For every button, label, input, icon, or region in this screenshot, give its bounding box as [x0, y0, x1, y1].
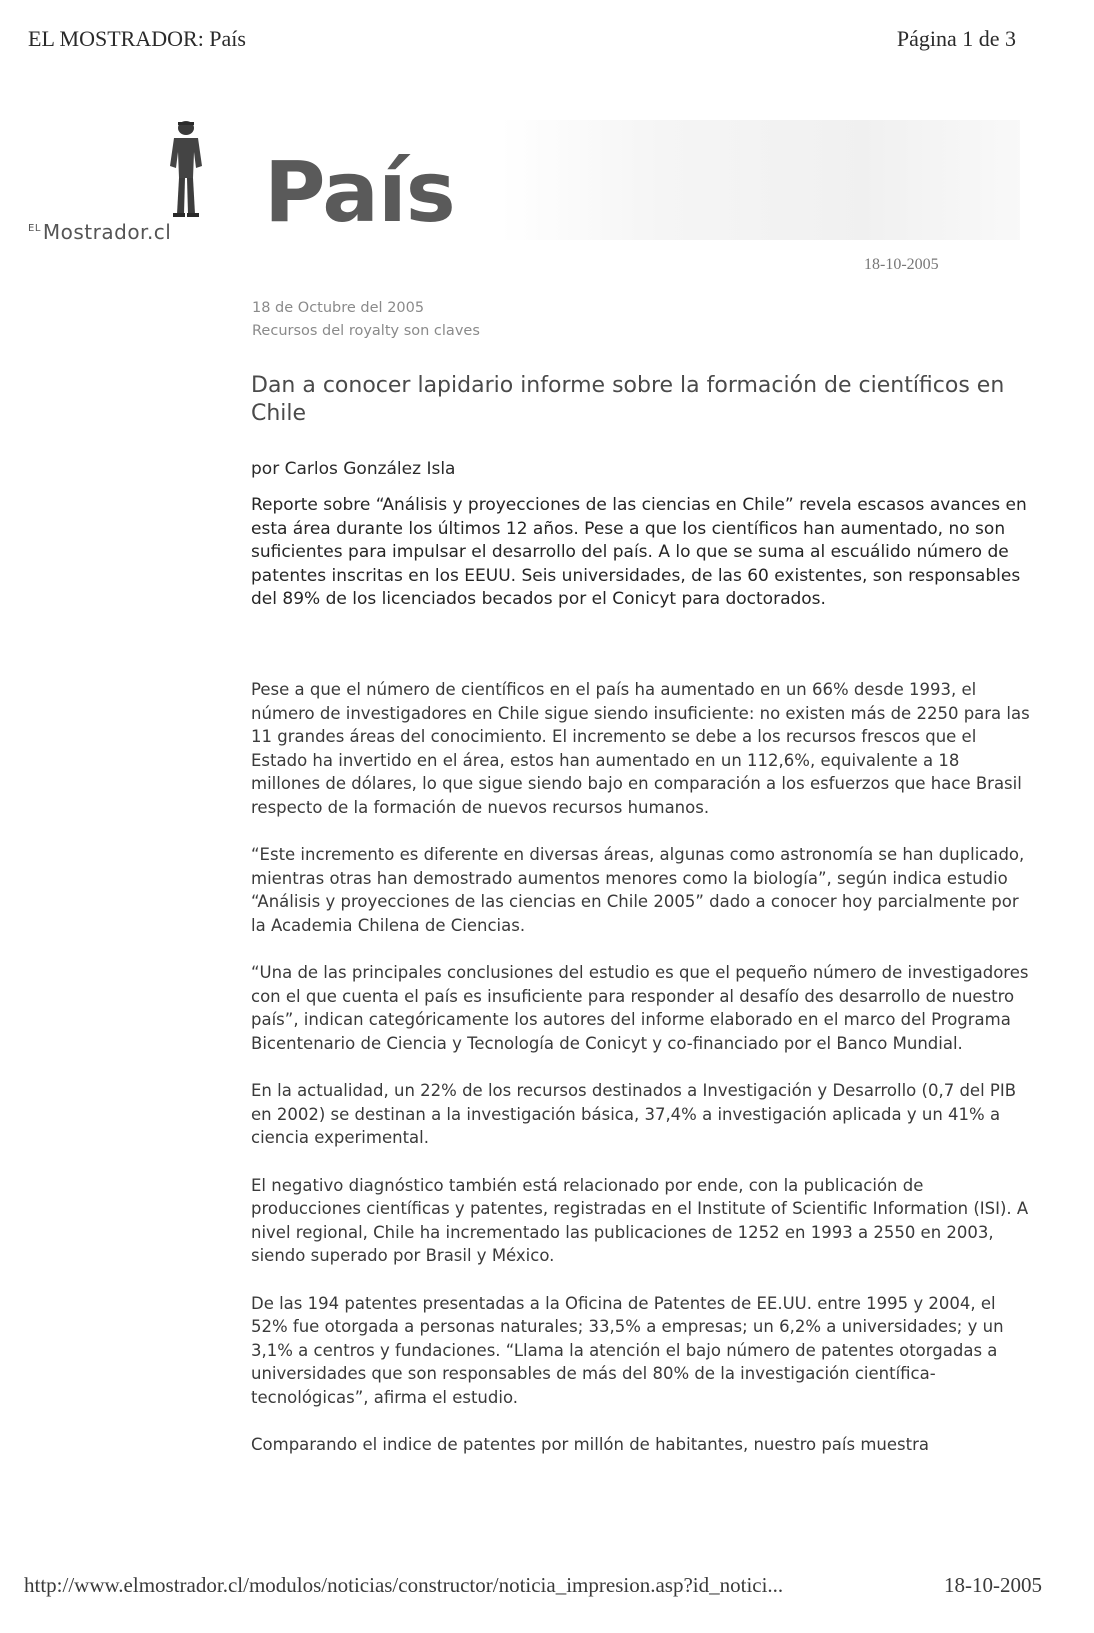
section-title: País [264, 143, 455, 241]
print-footer-url[interactable]: http://www.elmostrador.cl/modulos/noticias/constructor/noticia_impresion.asp?id_notici... [24, 1573, 784, 1597]
print-header-title: EL MOSTRADOR: País [28, 26, 246, 51]
article-body [251, 678, 1031, 1481]
article-paragraph: “Este incremento es diferente en diversas áreas, algunas como astronomía se han duplicado, mientras otras han demostrado aumentos menores como la biología”, según indica estudio “Análisis y proyecciones de las ciencias en Chile 2005” dado a conocer hoy parcialmente por la Academia Chilena de Ciencias. [251, 845, 1025, 935]
mascot-figure-icon [156, 118, 216, 218]
stamp-date: 18-10-2005 [864, 256, 939, 273]
article-byline: por Carlos González Isla [251, 459, 456, 479]
article-paragraph: El negativo diagnóstico también está relacionado por ende, con la publicación de producciones científicas y patentes, registradas en el Institute of Scientific Information (ISI). A nivel regional, Chile ha incrementado las publicaciones de 1252 en 1993 a 2550 en 2003, siendo superado por Brasil y México. [251, 1175, 1029, 1265]
print-footer-date: 18-10-2005 [944, 1573, 1042, 1597]
site-logo-prefix: EL [28, 223, 41, 235]
site-logo-wordmark: Mostrador.cl [42, 220, 172, 244]
site-logo[interactable] [28, 118, 218, 248]
print-header-page-number: Página 1 de 3 [896, 26, 1016, 51]
article-paragraph: Pese a que el número de científicos en el país ha aumentado en un 66% desde 1993, el número de investigadores en Chile sigue siendo insuficiente: no existen más de 2250 para las 11 grandes áreas del conocimiento. El incremento se debe a los recursos frescos que el Estado ha invertido en el área, estos han aumentado en un 112,6%, equivalente a 18 millones de dólares, lo que sigue siendo bajo en comparación a los esfuerzos que hace Brasil respecto de la formación de nuevos recursos humanos. [251, 680, 1030, 817]
article-paragraph: Comparando el indice de patentes por millón de habitantes, nuestro país muestra [251, 1435, 929, 1454]
article-paragraph: En la actualidad, un 22% de los recursos destinados a Investigación y Desarrollo (0,7 del PIB en 2002) se destinan a la investigación básica, 37,4% a investigación aplicada y un 41% a ciencia experimental. [251, 1081, 1017, 1147]
article-paragraph: De las 194 patentes presentadas a la Oficina de Patentes de EE.UU. entre 1995 y 2004, el 52% fue otorgada a personas naturales; 33,5% a empresas; un 6,2% a universidades; y un 3,1% a centros y fundaciones. “Llama la atención el bajo número de patentes otorgadas a universidades que son responsables de más del 80% de la investigación científica-tecnológicas”, afirma el estudio. [251, 1293, 1004, 1407]
masthead-banner-background [500, 120, 1020, 240]
article-date: 18 de Octubre del 2005 [252, 300, 425, 316]
site-logo-text [28, 220, 171, 244]
article-kicker: Recursos del royalty son claves [252, 323, 480, 339]
article-paragraph: “Una de las principales conclusiones del estudio es que el pequeño número de investigadores con el que cuenta el país es insuficiente para responder al desafío des desarrollo de nuestro país”, indican categóricamente los autores del informe elaborado en el marco del Programa Bicentenario de Ciencia y Tecnología de Conicyt y co-financiado por el Banco Mundial. [251, 963, 1029, 1053]
article-lede: Reporte sobre “Análisis y proyecciones de las ciencias en Chile” revela escasos avances en esta área durante los últimos 12 años. Pese a que los científicos han aumentado, no son suficientes para impulsar el desarrollo del país. A lo que se suma al escuálido número de patentes inscritas en los EEUU. Seis universidades, de las 60 existentes, son responsables del 89% de los licenciados becados por el Conicyt para doctorados. [251, 495, 1027, 609]
article-title: Dan a conocer lapidario informe sobre la formación de científicos en Chile [251, 373, 1005, 426]
